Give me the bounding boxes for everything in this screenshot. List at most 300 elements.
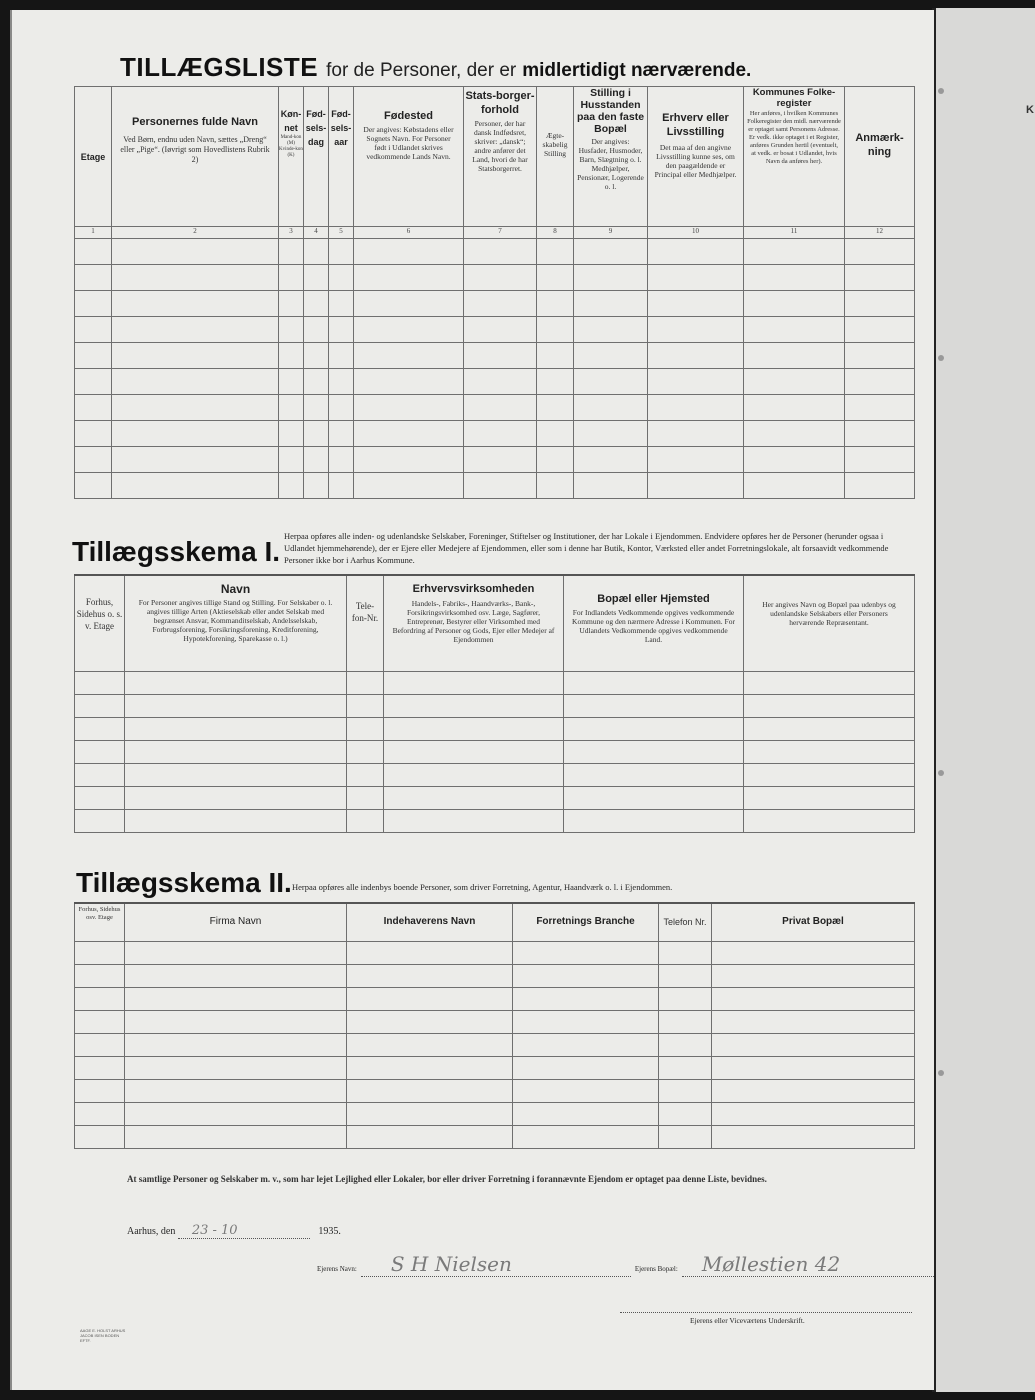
table-cell <box>464 421 537 447</box>
table-cell <box>75 1079 125 1102</box>
table-cell <box>845 265 915 291</box>
table-cell <box>347 987 513 1010</box>
table-cell <box>744 763 915 786</box>
table-cell <box>744 809 915 832</box>
table-cell <box>75 717 125 740</box>
table-cell <box>464 265 537 291</box>
binding-hole <box>938 88 944 94</box>
table-cell <box>537 421 574 447</box>
table-cell <box>125 1125 347 1148</box>
owner-name-label: Ejerens Navn: <box>317 1265 357 1273</box>
table-cell <box>564 763 744 786</box>
table-cell <box>304 395 329 421</box>
table-cell <box>75 694 125 717</box>
table-cell <box>648 317 744 343</box>
skema2-col-branch: Forretnings Branche <box>513 903 659 941</box>
table-cell <box>75 317 112 343</box>
table-cell <box>112 265 279 291</box>
table-cell <box>125 1010 347 1033</box>
table-cell <box>75 763 125 786</box>
table-cell <box>574 239 648 265</box>
table-cell <box>279 473 304 499</box>
table-cell <box>564 809 744 832</box>
table-cell <box>537 343 574 369</box>
table-cell <box>464 369 537 395</box>
owner-name-value: S H Nielsen <box>361 1252 631 1277</box>
table-row <box>75 343 915 369</box>
list-col-occupation: Erhverv eller Livsstilling Det maa af den angivne Livsstilling kunne ses, om den paagældende er Principal eller Medhjælper. <box>648 87 744 227</box>
table-cell <box>125 763 347 786</box>
table-cell <box>279 395 304 421</box>
table-cell <box>574 265 648 291</box>
table-cell <box>744 395 845 421</box>
skema2-intro: Herpaa opføres alle indenbys boende Personer, som driver Forretning, Agentur, Haandværk o. l. i Ejendommen. <box>292 882 673 892</box>
table-cell <box>384 786 564 809</box>
table-cell <box>744 369 845 395</box>
table-cell <box>354 395 464 421</box>
table-cell <box>464 291 537 317</box>
table-cell <box>304 473 329 499</box>
table-cell <box>125 694 347 717</box>
table-cell <box>564 671 744 694</box>
table-cell <box>354 317 464 343</box>
table-cell <box>845 473 915 499</box>
table-cell <box>659 987 712 1010</box>
list-col-marital: Ægte-skabelig Stilling <box>537 87 574 227</box>
table-cell <box>347 763 384 786</box>
table-cell <box>347 717 384 740</box>
table-cell <box>347 740 384 763</box>
table-cell <box>845 395 915 421</box>
table-cell <box>329 421 354 447</box>
table-cell <box>329 317 354 343</box>
owner-address-value: Møllestien 42 <box>682 1252 934 1277</box>
table-cell <box>125 1033 347 1056</box>
declaration: At samtlige Personer og Selskaber m. v., som har lejet Lejlighed eller Lokaler, bor eller driver Forretning i forannævnte Ejendom er optaget paa denne Liste, bevidnes. <box>127 1174 767 1184</box>
table-cell <box>537 369 574 395</box>
table-cell <box>744 317 845 343</box>
table-cell <box>279 265 304 291</box>
table-row <box>75 1010 915 1033</box>
table-cell <box>125 671 347 694</box>
list-col-birthplace: Fødested Der angives: Købstadens eller Sognets Navn. For Personer født i Udlandet skrives vedkommende Lands Navn. <box>354 87 464 227</box>
list-title-middle: for de Personer, der er <box>326 60 517 81</box>
table-cell <box>712 1079 915 1102</box>
binding-hole <box>938 355 944 361</box>
list-col-remark: Anmærk-ning <box>845 87 915 227</box>
table-cell <box>75 265 112 291</box>
table-row <box>75 786 915 809</box>
skema2-col-owner: Indehaverens Navn <box>347 903 513 941</box>
table-row <box>75 473 915 499</box>
list-header-row <box>75 87 915 227</box>
table-row <box>75 809 915 832</box>
list-title <box>120 52 751 83</box>
list-col-gender: Køn-net Mand-kon (M) Kvinde-kon (K) <box>279 87 304 227</box>
signature-label: Ejerens eller Viceværtens Underskrift. <box>690 1316 805 1325</box>
skema2-table <box>74 902 915 1149</box>
table-cell <box>513 1079 659 1102</box>
table-cell <box>648 395 744 421</box>
table-cell <box>712 1010 915 1033</box>
table-cell <box>659 1056 712 1079</box>
table-cell <box>845 369 915 395</box>
table-cell <box>329 473 354 499</box>
table-cell <box>112 291 279 317</box>
table-cell <box>564 717 744 740</box>
table-cell <box>304 265 329 291</box>
table-cell <box>354 265 464 291</box>
table-row <box>75 717 915 740</box>
table-cell <box>574 421 648 447</box>
table-cell <box>712 1102 915 1125</box>
table-cell <box>75 1125 125 1148</box>
table-cell <box>384 763 564 786</box>
table-cell <box>574 395 648 421</box>
table-row <box>75 447 915 473</box>
table-cell <box>464 343 537 369</box>
table-cell <box>125 740 347 763</box>
list-col-etage: Etage <box>75 87 112 227</box>
list-number-row: 1 2 3 4 5 6 7 8 9 10 11 12 <box>75 227 915 239</box>
table-cell <box>574 447 648 473</box>
date-line <box>127 1223 341 1239</box>
table-cell <box>513 1010 659 1033</box>
table-cell <box>75 964 125 987</box>
table-cell <box>845 317 915 343</box>
table-cell <box>513 987 659 1010</box>
table-cell <box>845 343 915 369</box>
table-row <box>75 369 915 395</box>
table-row <box>75 941 915 964</box>
table-cell <box>329 265 354 291</box>
table-cell <box>574 291 648 317</box>
table-cell <box>329 291 354 317</box>
table-cell <box>112 473 279 499</box>
table-row <box>75 763 915 786</box>
table-cell <box>75 809 125 832</box>
skema1-table <box>74 574 915 833</box>
table-cell <box>712 987 915 1010</box>
table-cell <box>712 964 915 987</box>
table-cell <box>279 369 304 395</box>
table-cell <box>304 291 329 317</box>
table-cell <box>329 447 354 473</box>
skema1-col-phone: Tele-fon-Nr. <box>347 575 384 671</box>
adjacent-page: K <box>936 8 1035 1392</box>
table-cell <box>384 740 564 763</box>
table-cell <box>347 1102 513 1125</box>
table-cell <box>347 671 384 694</box>
skema1-col-name: Navn For Personer angives tillige Stand og Stilling. For Selskaber o. l. angives tillige Arten (Aktieselskab eller andet Selskab med begrænset Ansvar, Kommanditselskab, Andelsselskab, Forbrugsforening, Forsikringsforening, Kreditforening, Hypotekforening, Sparekasse o. l.) <box>125 575 347 671</box>
skema2-title: Tillægsskema II. <box>76 867 292 898</box>
table-cell <box>125 717 347 740</box>
table-cell <box>845 421 915 447</box>
table-cell <box>354 343 464 369</box>
table-cell <box>513 1125 659 1148</box>
table-cell <box>537 291 574 317</box>
table-cell <box>75 447 112 473</box>
table-cell <box>648 343 744 369</box>
table-cell <box>574 473 648 499</box>
table-cell <box>537 447 574 473</box>
skema2-col-firm: Firma Navn <box>125 903 347 941</box>
table-cell <box>347 809 384 832</box>
table-cell <box>659 1079 712 1102</box>
table-cell <box>744 291 845 317</box>
table-cell <box>112 343 279 369</box>
table-cell <box>648 265 744 291</box>
table-row <box>75 291 915 317</box>
skema1-intro: Herpaa opføres alle inden- og udenlandske Selskaber, Foreninger, Stiftelser og Institutioner, der har Lokale i Ejendommen. Endvidere opføres her de Personer (herunder ogsaa i Udlandet hjemmehørende), der er Ejere eller Medejere af Ejendommen, eller som i denne har Butik, Kontor, Værksted eller andet Forretningslokale, alt forsaavidt vedkommende Personer ikke bor i Aarhus Kommune. <box>284 531 889 565</box>
table-cell <box>347 1079 513 1102</box>
table-cell <box>659 964 712 987</box>
table-cell <box>75 987 125 1010</box>
table-cell <box>112 369 279 395</box>
table-cell <box>464 473 537 499</box>
list-title-main: TILLÆGSLISTE <box>120 52 319 82</box>
table-cell <box>845 291 915 317</box>
list-col-birthday: Fød-sels-dag <box>304 87 329 227</box>
table-cell <box>537 473 574 499</box>
table-cell <box>648 473 744 499</box>
table-cell <box>75 740 125 763</box>
table-cell <box>564 694 744 717</box>
skema1-col-residence: Bopæl eller Hjemsted For Indlandets Vedkommende opgives vedkommende Kommune og den nærmere Adresse i Kommunen. For Udlandets Vedkommende opgives vedkommende Land. <box>564 575 744 671</box>
table-row <box>75 964 915 987</box>
table-cell <box>279 447 304 473</box>
list-title-bold: midlertidigt nærværende. <box>522 60 752 81</box>
table-cell <box>112 447 279 473</box>
table-cell <box>712 1056 915 1079</box>
table-cell <box>384 717 564 740</box>
table-cell <box>354 447 464 473</box>
skema1-body <box>75 671 915 832</box>
table-cell <box>648 291 744 317</box>
table-cell <box>75 421 112 447</box>
table-cell <box>75 1056 125 1079</box>
table-cell <box>75 239 112 265</box>
list-body <box>75 239 915 499</box>
table-cell <box>125 809 347 832</box>
table-cell <box>464 317 537 343</box>
table-cell <box>347 694 384 717</box>
table-cell <box>659 1125 712 1148</box>
table-cell <box>712 1125 915 1148</box>
table-cell <box>744 447 845 473</box>
skema2-header-row <box>75 903 915 941</box>
table-cell <box>354 369 464 395</box>
table-cell <box>744 473 845 499</box>
table-cell <box>75 291 112 317</box>
table-cell <box>744 239 845 265</box>
table-row <box>75 421 915 447</box>
table-row <box>75 987 915 1010</box>
skema1-header-row <box>75 575 915 671</box>
table-row <box>75 265 915 291</box>
table-cell <box>354 291 464 317</box>
table-cell <box>125 941 347 964</box>
binding-hole <box>938 1070 944 1076</box>
skema2-col-phone: Telefon Nr. <box>659 903 712 941</box>
table-cell <box>744 421 845 447</box>
table-row <box>75 1033 915 1056</box>
list-table <box>74 86 915 499</box>
skema1-title: Tillægsskema I. <box>72 536 281 567</box>
table-row <box>75 1056 915 1079</box>
table-cell <box>329 369 354 395</box>
table-cell <box>347 1125 513 1148</box>
table-cell <box>354 473 464 499</box>
table-cell <box>513 1033 659 1056</box>
list-col-citizenship: Stats-borger-forhold Personer, der har dansk Indfødsret, skriver: „dansk“; andre anfører det Land, hvori de har Statsborgerret. <box>464 87 537 227</box>
table-cell <box>564 786 744 809</box>
table-cell <box>304 421 329 447</box>
table-cell <box>464 395 537 421</box>
table-cell <box>845 239 915 265</box>
table-cell <box>659 1033 712 1056</box>
table-cell <box>347 941 513 964</box>
table-cell <box>648 239 744 265</box>
table-cell <box>279 317 304 343</box>
table-cell <box>744 740 915 763</box>
table-cell <box>648 369 744 395</box>
table-cell <box>75 395 112 421</box>
table-cell <box>304 447 329 473</box>
form-page <box>10 10 934 1390</box>
table-cell <box>112 239 279 265</box>
table-cell <box>279 239 304 265</box>
list-col-register: Kommunes Folke-register Her anføres, i hvilken Kommunes Folkeregister den midl. nærværende er optaget samt Personens Adresse. Er vedk. ikke optaget i et Register, anføres Grunden hertil (eventuelt, at vedk. er bosat i Udlandet, hvis Navn da anføres her). <box>744 87 845 227</box>
table-cell <box>75 786 125 809</box>
table-cell <box>279 291 304 317</box>
table-cell <box>304 369 329 395</box>
list-col-name: Personernes fulde Navn Ved Børn, endnu uden Navn, sættes „Dreng“ eller „Pige“. (Iøvrigt som Hovedlistens Rubrik 2) <box>112 87 279 227</box>
table-cell <box>304 343 329 369</box>
table-cell <box>304 239 329 265</box>
table-cell <box>744 717 915 740</box>
table-cell <box>744 694 915 717</box>
table-cell <box>744 265 845 291</box>
owner-address-label: Ejerens Bopæl: <box>634 1265 678 1273</box>
table-cell <box>564 740 744 763</box>
table-cell <box>75 1010 125 1033</box>
table-cell <box>845 447 915 473</box>
table-row <box>75 239 915 265</box>
table-cell <box>75 473 112 499</box>
table-cell <box>125 786 347 809</box>
table-cell <box>347 1010 513 1033</box>
table-cell <box>125 1056 347 1079</box>
table-cell <box>112 395 279 421</box>
year-label: 1935. <box>318 1226 341 1237</box>
table-cell <box>125 1079 347 1102</box>
table-cell <box>304 317 329 343</box>
table-cell <box>75 369 112 395</box>
table-cell <box>125 1102 347 1125</box>
table-cell <box>112 421 279 447</box>
table-cell <box>354 421 464 447</box>
table-cell <box>384 694 564 717</box>
table-cell <box>574 369 648 395</box>
skema2-body <box>75 941 915 1148</box>
table-cell <box>125 964 347 987</box>
table-cell <box>537 239 574 265</box>
table-cell <box>329 343 354 369</box>
table-cell <box>744 671 915 694</box>
table-cell <box>75 1102 125 1125</box>
table-row <box>75 1079 915 1102</box>
table-cell <box>125 987 347 1010</box>
binding-hole <box>938 770 944 776</box>
table-cell <box>75 671 125 694</box>
table-row <box>75 694 915 717</box>
table-cell <box>347 1033 513 1056</box>
table-row <box>75 1102 915 1125</box>
table-cell <box>347 786 384 809</box>
table-cell <box>712 941 915 964</box>
table-cell <box>659 1102 712 1125</box>
table-cell <box>75 941 125 964</box>
table-row <box>75 740 915 763</box>
printer-mark: AAGE E. HOLST ARHUS JACOB ISEN BODEN EFTF. <box>80 1328 126 1343</box>
table-cell <box>574 343 648 369</box>
table-row <box>75 1125 915 1148</box>
table-cell <box>354 239 464 265</box>
table-cell <box>279 421 304 447</box>
list-col-household: Stilling i Husstanden paa den faste Bopæl Der angives: Husfader, Husmoder, Barn, Slægtning o. l. Medhjælper, Pensionær, Logerende o. l. <box>574 87 648 227</box>
date-value: 23 - 10 <box>178 1223 310 1239</box>
table-cell <box>513 964 659 987</box>
skema2-col-address: Privat Bopæl <box>712 903 915 941</box>
skema1-col-business: Erhvervsvirksomheden Handels-, Fabriks-, Haandværks-, Bank-, Forsikringsvirksomhed osv. Læge, Sagfører, Entreprenør, Bestyrer eller Virksomhed med Befordring af Personer og Gods, Ejer eller Medejer af Ejendommen <box>384 575 564 671</box>
table-cell <box>347 964 513 987</box>
table-cell <box>574 317 648 343</box>
table-cell <box>744 786 915 809</box>
table-cell <box>279 343 304 369</box>
owner-line <box>317 1252 917 1277</box>
list-col-birthyear: Fød-sels-aar <box>329 87 354 227</box>
table-cell <box>537 395 574 421</box>
table-cell <box>537 317 574 343</box>
table-cell <box>75 1033 125 1056</box>
table-row <box>75 395 915 421</box>
table-cell <box>744 343 845 369</box>
signature-line <box>620 1312 912 1313</box>
table-cell <box>347 1056 513 1079</box>
table-cell <box>659 941 712 964</box>
place-label: Aarhus, den <box>127 1226 176 1237</box>
table-cell <box>75 343 112 369</box>
table-cell <box>537 265 574 291</box>
table-row <box>75 317 915 343</box>
skema2-col-etage: Forhus, Sidehus osv. Etage <box>75 903 125 941</box>
table-cell <box>329 395 354 421</box>
table-cell <box>513 1056 659 1079</box>
table-cell <box>384 809 564 832</box>
table-cell <box>648 447 744 473</box>
table-cell <box>464 447 537 473</box>
table-cell <box>112 317 279 343</box>
table-cell <box>712 1033 915 1056</box>
table-cell <box>513 941 659 964</box>
table-cell <box>464 239 537 265</box>
table-cell <box>513 1102 659 1125</box>
skema1-col-representative: Her angives Navn og Bopæl paa udenbys og udenlandske Selskabers eller Personers herværende Repræsentant. <box>744 575 915 671</box>
skema1-col-etage: Forhus, Sidehus o. s. v. Etage <box>75 575 125 671</box>
table-cell <box>329 239 354 265</box>
table-cell <box>659 1010 712 1033</box>
